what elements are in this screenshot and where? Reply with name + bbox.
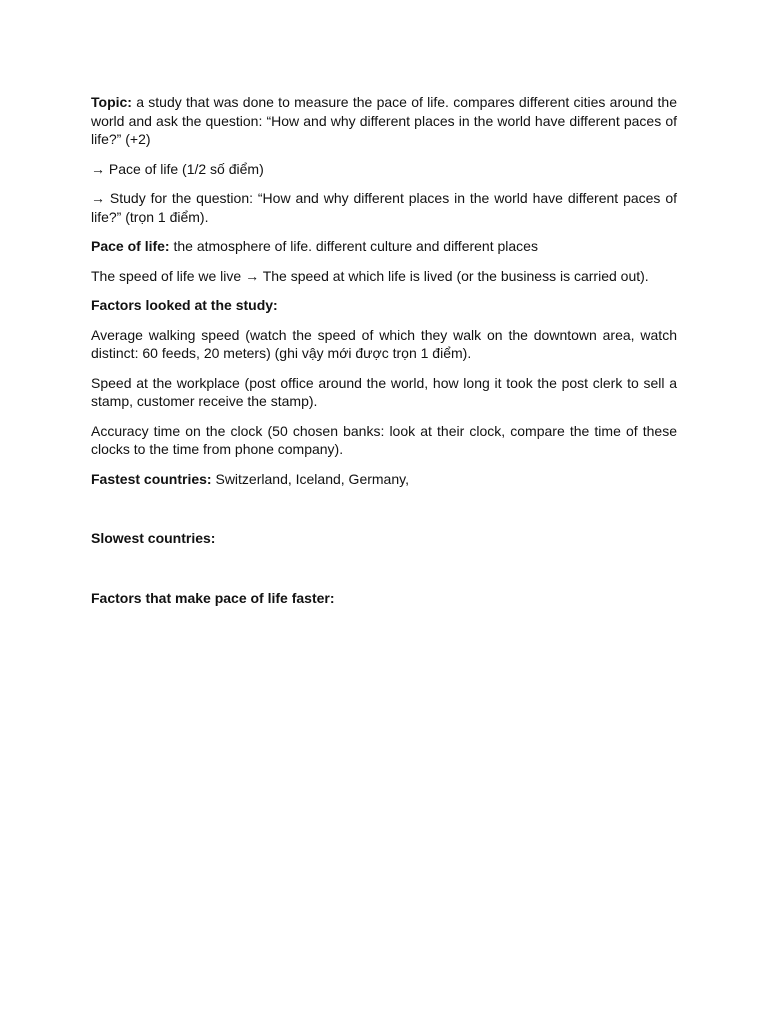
- blank-space: [91, 499, 677, 529]
- blank-space: [91, 559, 677, 589]
- fastest-countries-list: Switzerland, Iceland, Germany,: [211, 470, 409, 487]
- pace-of-life-score-note: → Pace of life (1/2 số điểm): [91, 160, 264, 177]
- factors-heading: Factors looked at the study:: [91, 297, 278, 313]
- slowest-countries-heading: Slowest countries:: [91, 530, 216, 546]
- study-question-score-note: → Study for the question: “How and why different places in the world have different paces of life?” (trọn 1 điểm).: [91, 190, 677, 225]
- topic-paragraph: [91, 93, 677, 149]
- factor-workplace-speed: Speed at the workplace (post office around the world, how long it took the post clerk to sell a stamp, customer receive the stamp).: [91, 374, 677, 409]
- topic-label: Topic:: [91, 94, 132, 110]
- speed-of-life-paragraph: The speed of life we live → The speed at which life is lived (or the business is carried out).: [91, 267, 649, 284]
- pace-of-life-label: Pace of life:: [91, 238, 170, 254]
- topic-text: a study that was done to measure the pace of life. compares different cities around the world and ask the question: “How and why different places in the world have different paces of life?” (+2): [91, 94, 677, 147]
- faster-factors-heading: Factors that make pace of life faster:: [91, 589, 335, 606]
- pace-of-life-definition: [91, 237, 677, 256]
- factor-walking-speed: Average walking speed (watch the speed of which they walk on the downtown area, watch distinct: 60 feeds, 20 meters) (ghi vậy mới được trọn 1 điểm).: [91, 326, 677, 361]
- pace-of-life-text: the atmosphere of life. different culture and different places: [169, 238, 538, 254]
- factor-clock-accuracy: Accuracy time on the clock (50 chosen banks: look at their clock, compare the time of these clocks to the time from phone company).: [91, 422, 677, 457]
- fastest-countries-label: Fastest countries:: [91, 470, 212, 487]
- document-body: [91, 93, 677, 618]
- fastest-countries: [91, 470, 677, 489]
